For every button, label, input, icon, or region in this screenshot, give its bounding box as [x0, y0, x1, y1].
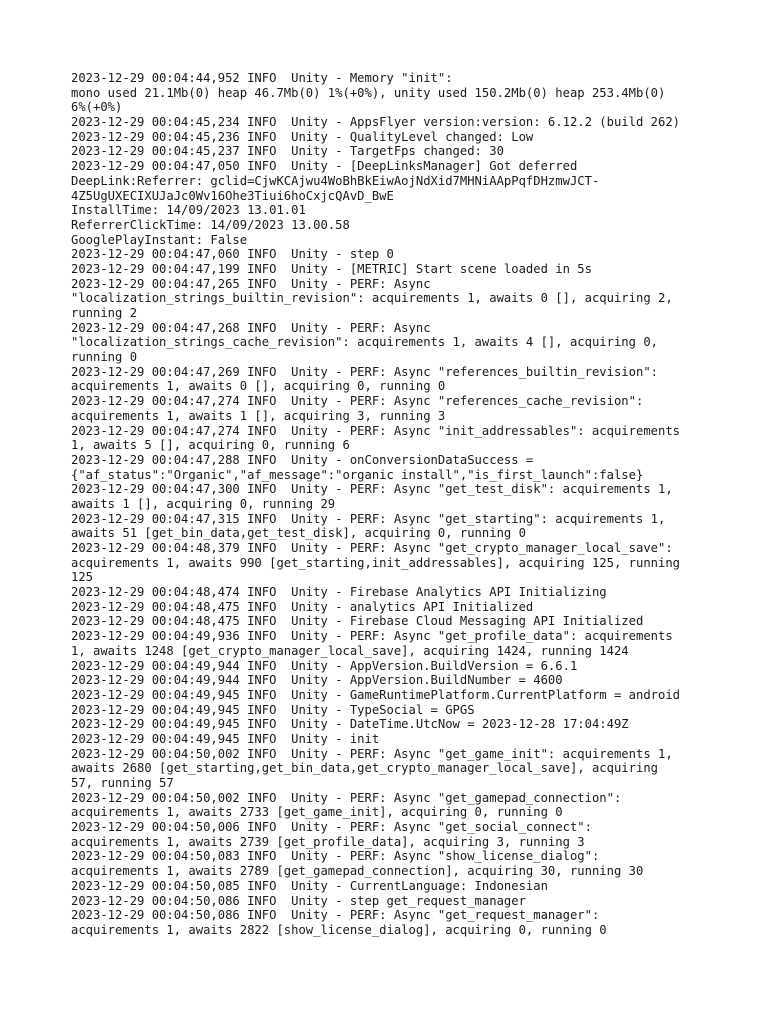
log-line: 2023-12-29 00:04:50,083 INFO Unity - PERF: Async "show_license_dialog": — [71, 849, 600, 864]
log-line: InstallTime: 14/09/2023 13.01.01 — [71, 203, 306, 218]
log-line: 2023-12-29 00:04:48,475 INFO Unity - analytics API Initialized — [71, 599, 534, 614]
log-line: 57, running 57 — [71, 776, 174, 790]
log-line: 2023-12-29 00:04:49,945 INFO Unity - DateTime.UtcNow = 2023-12-28 17:04:49Z — [71, 717, 629, 732]
log-line: 2023-12-29 00:04:47,050 INFO Unity - [DeepLinksManager] Got deferred — [71, 159, 578, 174]
log-line: 2023-12-29 00:04:49,945 INFO Unity - TypeSocial = GPGS — [71, 702, 475, 717]
log-line: mono used 21.1Mb(0) heap 46.7Mb(0) 1%(+0%), unity used 150.2Mb(0) heap 253.4Mb(0) — [71, 85, 666, 100]
document-page — [71, 71, 701, 938]
log-line: 2023-12-29 00:04:47,060 INFO Unity - step 0 — [71, 247, 394, 262]
log-line: running 0 — [71, 350, 138, 365]
log-line: 2023-12-29 00:04:49,945 INFO Unity - init — [71, 731, 380, 746]
log-line: 1, awaits 5 [], acquiring 0, running 6 — [71, 438, 350, 453]
log-line: 2023-12-29 00:04:47,274 INFO Unity - PERF: Async "references_cache_revision": — [71, 394, 644, 409]
log-line: 2023-12-29 00:04:47,269 INFO Unity - PERF: Async "references_builtin_revision": — [71, 364, 658, 379]
log-line: 2023-12-29 00:04:47,268 INFO Unity - PERF: Async — [71, 320, 431, 335]
log-line: 2023-12-29 00:04:50,006 INFO Unity - PERF: Async "get_social_connect": — [71, 820, 592, 835]
log-line: 2023-12-29 00:04:49,944 INFO Unity - AppVersion.BuildNumber = 4600 — [71, 673, 563, 688]
log-line: acquirements 1, awaits 2789 [get_gamepad_connection], acquiring 30, running 30 — [71, 864, 644, 879]
log-line: 2023-12-29 00:04:47,265 INFO Unity - PERF: Async — [71, 276, 431, 291]
log-line: 2023-12-29 00:04:48,474 INFO Unity - Firebase Analytics API Initializing — [71, 585, 607, 600]
log-line: 125 — [71, 570, 94, 585]
log-line: 2023-12-29 00:04:50,002 INFO Unity - PERF: Async "get_gamepad_connection": — [71, 790, 622, 805]
log-line: 2023-12-29 00:04:48,379 INFO Unity - PERF: Async "get_crypto_manager_local_save": — [71, 541, 673, 555]
log-line: acquirements 1, awaits 2822 [show_license_dialog], acquiring 0, running 0 — [71, 922, 607, 937]
log-line: 2023-12-29 00:04:47,300 INFO Unity - PERF: Async "get_test_disk": acquirements 1, — [71, 482, 673, 497]
log-line: 2023-12-29 00:04:47,288 INFO Unity - onConversionDataSuccess = — [71, 452, 534, 467]
log-line: 2023-12-29 00:04:49,936 INFO Unity - PERF: Async "get_profile_data": acquirements — [71, 629, 673, 644]
log-line: awaits 51 [get_bin_data,get_test_disk], acquiring 0, running 0 — [71, 526, 526, 541]
log-line: "localization_strings_cache_revision": acquirements 1, awaits 4 [], acquiring 0, — [71, 335, 658, 350]
log-line: 4Z5UgUXECIXUJaJc0Wv16Ohe3Tiui6hoCxjcQAvD_BwE — [71, 188, 394, 203]
log-line: awaits 2680 [get_starting,get_bin_data,get_crypto_manager_local_save], acquiring — [71, 761, 658, 776]
log-line: 2023-12-29 00:04:47,274 INFO Unity - PERF: Async "init_addressables": acquirements — [71, 423, 681, 438]
log-line: acquirements 1, awaits 2739 [get_profile_data], acquiring 3, running 3 — [71, 834, 585, 849]
log-line: 2023-12-29 00:04:49,944 INFO Unity - AppVersion.BuildVersion = 6.6.1 — [71, 658, 578, 673]
log-line: 2023-12-29 00:04:50,086 INFO Unity - step get_request_manager — [71, 893, 526, 908]
log-line: "localization_strings_builtin_revision": acquirements 1, awaits 0 [], acquiring 2, — [71, 291, 673, 306]
log-line: {"af_status":"Organic","af_message":"organic install","is_first_launch":false} — [71, 467, 644, 482]
log-line: awaits 1 [], acquiring 0, running 29 — [71, 496, 336, 511]
log-line: 2023-12-29 00:04:50,085 INFO Unity - CurrentLanguage: Indonesian — [71, 878, 548, 893]
log-line: DeepLink:Referrer: gclid=CjwKCAjwu4WoBhBkEiwAojNdXid7MHNiAApPqfDHzmwJCT- — [71, 173, 600, 188]
log-line: 6%(+0%) — [71, 100, 123, 115]
log-line: 2023-12-29 00:04:44,952 INFO Unity - Memory "init": — [71, 71, 453, 85]
log-line: 2023-12-29 00:04:50,002 INFO Unity - PERF: Async "get_game_init": acquirements 1, — [71, 746, 673, 761]
log-line: 2023-12-29 00:04:45,234 INFO Unity - AppsFlyer version:version: 6.12.2 (build 262) — [71, 115, 681, 130]
log-line: acquirements 1, awaits 0 [], acquiring 0, running 0 — [71, 379, 446, 394]
log-line: 2023-12-29 00:04:45,237 INFO Unity - TargetFps changed: 30 — [71, 144, 504, 159]
log-line: 2023-12-29 00:04:47,199 INFO Unity - [METRIC] Start scene loaded in 5s — [71, 261, 592, 276]
log-line: acquirements 1, awaits 990 [get_starting,init_addressables], acquiring 125, running — [71, 555, 681, 570]
log-line: 2023-12-29 00:04:50,086 INFO Unity - PERF: Async "get_request_manager": — [71, 908, 600, 923]
log-line: 1, awaits 1248 [get_crypto_manager_local_save], acquiring 1424, running 1424 — [71, 643, 629, 658]
log-line: 2023-12-29 00:04:47,315 INFO Unity - PERF: Async "get_starting": acquirements 1, — [71, 511, 666, 526]
log-line: ReferrerClickTime: 14/09/2023 13.00.58 — [71, 217, 350, 232]
log-line: GooglePlayInstant: False — [71, 232, 248, 247]
log-line: running 2 — [71, 306, 138, 320]
log-line: 2023-12-29 00:04:48,475 INFO Unity - Firebase Cloud Messaging API Initialized — [71, 614, 644, 629]
log-line: 2023-12-29 00:04:45,236 INFO Unity - QualityLevel changed: Low — [71, 129, 534, 144]
log-line: acquirements 1, awaits 1 [], acquiring 3, running 3 — [71, 408, 446, 423]
log-line: acquirements 1, awaits 2733 [get_game_init], acquiring 0, running 0 — [71, 805, 563, 820]
log-line: 2023-12-29 00:04:49,945 INFO Unity - GameRuntimePlatform.CurrentPlatform = android — [71, 687, 681, 702]
log-text-block — [71, 71, 701, 938]
